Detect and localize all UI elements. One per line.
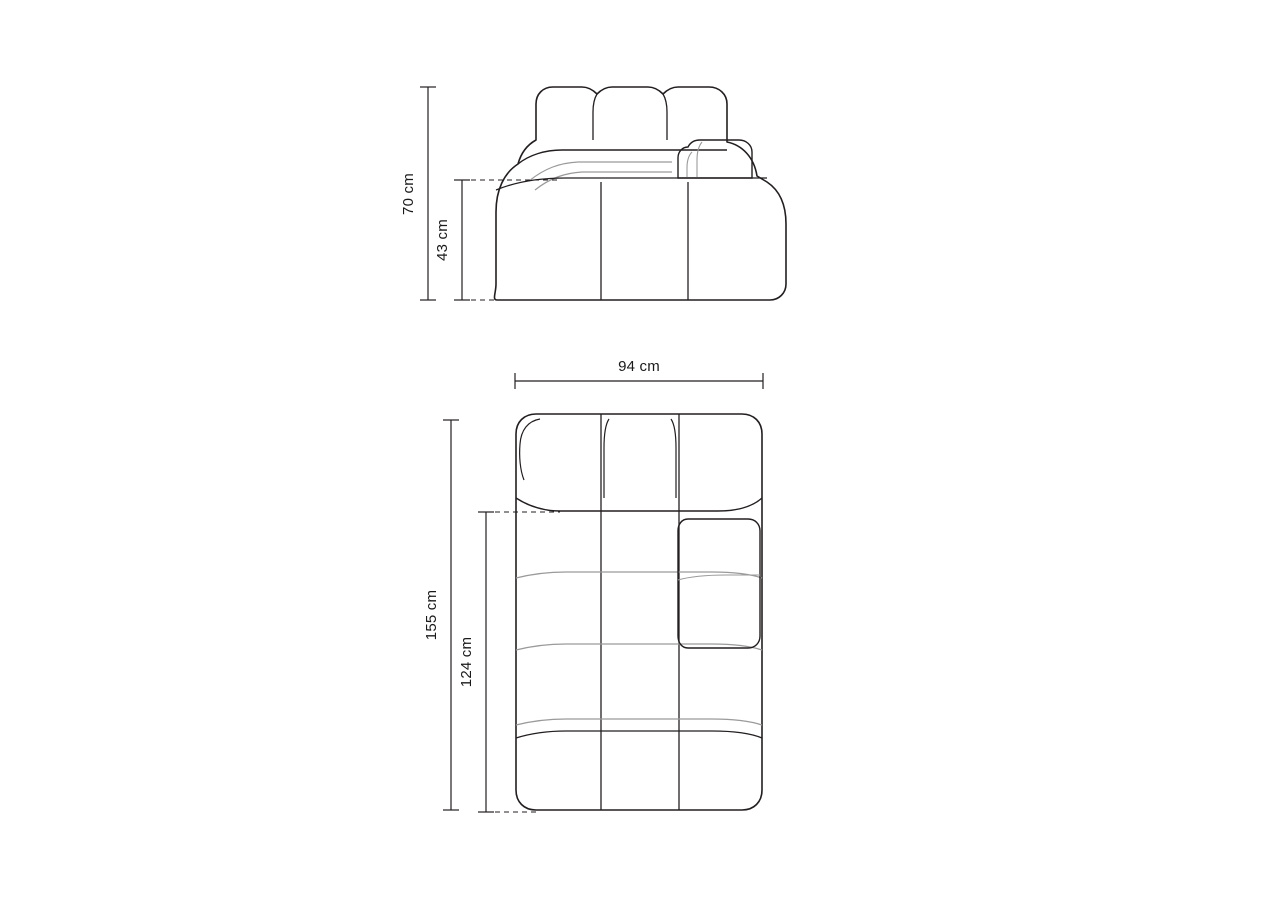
top-seam-front-edge	[516, 731, 762, 738]
front-armrest-outline	[678, 140, 752, 178]
dimension-label-height-total: 70 cm	[400, 173, 417, 215]
top-sofa-outline	[516, 414, 762, 810]
dimension-label-depth-total: 155 cm	[423, 589, 440, 641]
front-seat-top-edge-2	[535, 172, 672, 190]
top-view-group	[423, 358, 763, 812]
top-backrest-right-cushion	[671, 419, 676, 498]
top-seam-backrest	[516, 498, 762, 511]
dimension-label-height-seat: 43 cm	[434, 219, 451, 261]
front-backrest-divider-left	[593, 94, 597, 140]
dimension-label-width-total: 94 cm	[618, 358, 660, 375]
top-backrest-mid-cushion	[604, 419, 609, 498]
top-armrest-inner-seam	[678, 575, 760, 580]
dimension-width-total	[515, 358, 763, 389]
top-seam-row-3	[516, 719, 762, 725]
dimension-label-depth-seat: 124 cm	[458, 636, 475, 688]
dimension-height-total	[400, 87, 436, 300]
dimension-depth-total	[423, 420, 459, 810]
front-backrest-divider-right	[663, 94, 667, 140]
top-seam-row-2	[516, 644, 762, 650]
top-armrest-outline	[678, 519, 760, 648]
front-view-group	[400, 87, 786, 300]
front-armrest-inner-line-2	[697, 142, 702, 178]
top-backrest-left-cushion	[520, 419, 540, 480]
dimension-depth-seat	[458, 512, 560, 812]
front-armrest-inner-line	[687, 152, 692, 178]
front-sofa-outline	[494, 87, 786, 300]
